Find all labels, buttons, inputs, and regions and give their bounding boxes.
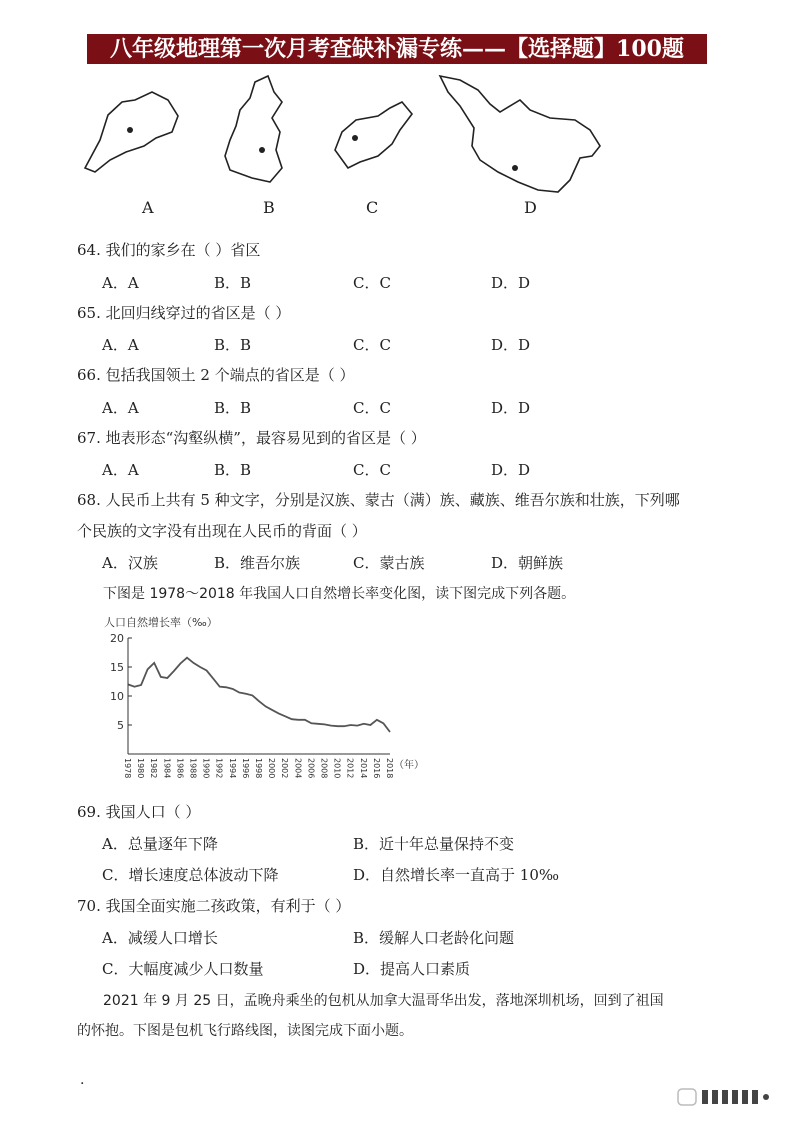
chart-intro: 下图是 1978～2018 年我国人口自然增长率变化图，读下图完成下列各题。: [103, 586, 576, 602]
x-tick-label: 1988: [188, 758, 198, 779]
x-tick-label: 2010: [332, 758, 342, 779]
option-c: C．C: [353, 274, 391, 292]
growth-rate-line: [128, 658, 390, 732]
question-number: 66.: [77, 366, 101, 384]
option-c: C．C: [353, 336, 391, 354]
option-d: D．D: [491, 336, 531, 354]
map-d-outline: [440, 76, 600, 192]
map-label-c: C: [366, 198, 379, 217]
option-a: A．A: [102, 336, 139, 354]
option-d: D．D: [491, 399, 531, 417]
option-b: B．缓解人口老龄化问题: [353, 929, 515, 947]
question-number: 64.: [77, 241, 101, 259]
x-tick-label: 2002: [280, 758, 290, 779]
question-64: [77, 239, 260, 260]
x-tick-label: 1984: [162, 758, 172, 779]
x-tick-label: 1978: [123, 758, 132, 779]
population-growth-chart: [100, 612, 430, 792]
y-tick-label: 20: [110, 632, 124, 645]
map-b-capital-icon: [259, 147, 265, 153]
question-68-continued: 个民族的文字没有出现在人民币的背面（ ）: [77, 522, 367, 540]
option-b: B．B: [214, 274, 252, 292]
question-number: 68.: [77, 491, 101, 509]
question-number: 65.: [77, 304, 101, 322]
question-number: 70.: [77, 897, 101, 915]
option-a: A．A: [102, 461, 139, 479]
option-d: D．朝鲜族: [491, 554, 564, 572]
question-69: [77, 801, 200, 822]
x-tick-label: 1994: [227, 758, 237, 779]
option-c: C．C: [353, 399, 391, 417]
y-tick-label: 5: [117, 719, 124, 732]
question-67: [77, 427, 426, 448]
question-number: 67.: [77, 429, 101, 447]
map-d-capital-icon: [512, 165, 518, 171]
map-label-d: D: [524, 198, 537, 217]
question-68: [77, 489, 680, 510]
question-text: 地表形态“沟壑纵横”，最容易见到的省区是（ ）: [105, 429, 426, 447]
option-d: D．自然增长率一直高于 10‰: [353, 866, 560, 884]
question-text: 我国人口（ ）: [105, 803, 201, 821]
x-tick-label: 2014: [358, 758, 368, 779]
bottom-dot: .: [80, 1072, 85, 1088]
y-tick-label: 15: [110, 661, 124, 674]
option-c: C．增长速度总体波动下降: [102, 866, 279, 884]
province-maps: [60, 70, 760, 230]
map-b-outline: [225, 76, 282, 182]
chart-ylabel: 人口自然增长率（‰）: [104, 616, 218, 629]
question-70: [77, 895, 350, 916]
question-text: 我国全面实施二孩政策，有利于（ ）: [105, 897, 351, 915]
map-c-capital-icon: [352, 135, 358, 141]
option-d: D．D: [491, 274, 531, 292]
option-c: C．蒙古族: [353, 554, 425, 572]
x-tick-label: 2012: [345, 758, 355, 779]
option-b: B．B: [214, 461, 252, 479]
chart-xlabel: （年）: [394, 760, 424, 771]
map-label-b: B: [263, 198, 275, 217]
option-a: A．减缓人口增长: [102, 929, 218, 947]
option-b: B．B: [214, 399, 252, 417]
x-tick-label: 1980: [136, 758, 146, 779]
map-c-outline: [335, 102, 412, 168]
map-a-capital-icon: [127, 127, 133, 133]
watermark-icon: [676, 1086, 772, 1108]
question-text: 包括我国领土 2 个端点的省区是（ ）: [105, 366, 355, 384]
x-tick-label: 1998: [254, 758, 263, 779]
x-tick-label: 1992: [214, 758, 224, 779]
question-text: 北回归线穿过的省区是（ ）: [105, 304, 291, 322]
option-b: B．维吾尔族: [214, 554, 301, 572]
option-c: C．C: [353, 461, 391, 479]
option-a: A．A: [102, 274, 139, 292]
x-tick-label: 2000: [267, 758, 277, 779]
y-tick-label: 10: [110, 690, 124, 703]
x-tick-label: 2006: [306, 758, 316, 779]
option-a: A．A: [102, 399, 139, 417]
x-tick-label: 2016: [371, 758, 381, 779]
x-tick-label: 1996: [240, 758, 250, 779]
question-text: 人民币上共有 5 种文字，分别是汉族、蒙古（满）族、藏族、维吾尔族和壮族，下列哪: [105, 491, 680, 509]
x-tick-label: 2008: [319, 758, 329, 779]
option-a: A．总量逐年下降: [102, 835, 218, 853]
x-tick-label: 2018: [385, 758, 394, 779]
flight-intro-line1: 2021 年 9 月 25 日，孟晚舟乘坐的包机从加拿大温哥华出发，落地深圳机场，回到了祖国: [103, 993, 664, 1009]
x-tick-label: 1990: [201, 758, 211, 779]
x-tick-label: 1982: [149, 758, 159, 779]
x-tick-label: 1986: [175, 758, 185, 779]
question-65: [77, 302, 290, 323]
option-a: A．汉族: [102, 554, 158, 572]
page-title: 八年级地理第一次月考查缺补漏专练——【选择题】100题: [87, 34, 707, 64]
x-tick-label: 2004: [293, 758, 303, 779]
flight-intro-line2: 的怀抱。下图是包机飞行路线图，读图完成下面小题。: [77, 1023, 413, 1039]
question-66: [77, 364, 355, 385]
option-b: B．B: [214, 336, 252, 354]
map-label-a: A: [142, 198, 154, 217]
question-number: 69.: [77, 803, 101, 821]
option-d: D．D: [491, 461, 531, 479]
option-c: C．大幅度减少人口数量: [102, 960, 264, 978]
option-d: D．提高人口素质: [353, 960, 471, 978]
question-text: 我们的家乡在（ ）省区: [105, 241, 261, 259]
option-b: B．近十年总量保持不变: [353, 835, 515, 853]
